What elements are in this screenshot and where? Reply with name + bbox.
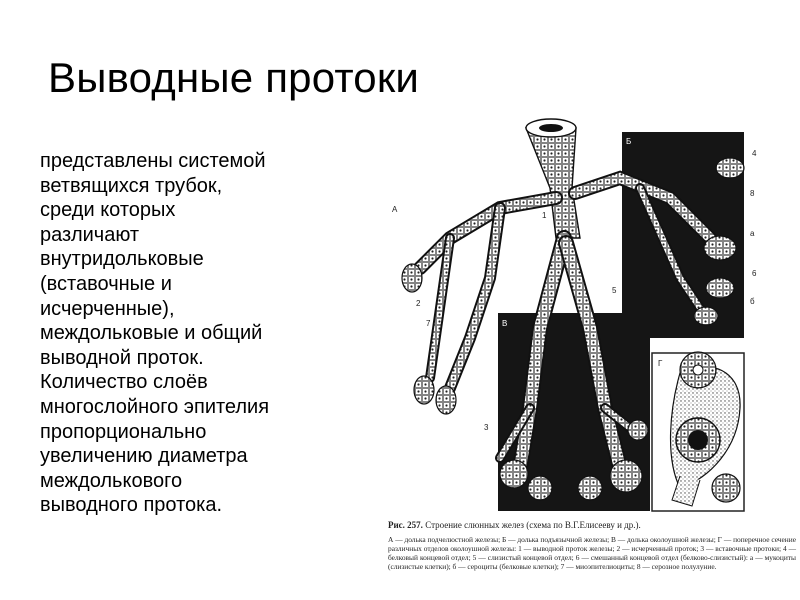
panel-label-v: В: [502, 319, 508, 328]
body-line: увеличению диаметра: [40, 445, 248, 468]
callout-7: 7: [426, 319, 431, 328]
callout-b: б: [750, 297, 755, 306]
body-line: различают: [40, 223, 140, 246]
main-duct: [526, 119, 580, 238]
body-line: представлены системой: [40, 150, 266, 172]
callout-5: 5: [612, 286, 617, 295]
caption-title: Строение слюнных желез (схема по В.Г.Елисееву и др.).: [425, 520, 641, 530]
body-line: Количество слоёв: [40, 371, 208, 394]
body-line: выводного протока.: [40, 494, 223, 517]
callout-1: 1: [542, 211, 547, 220]
callout-6: 6: [752, 269, 757, 278]
body-line: пропорционально: [40, 420, 207, 443]
body-line: междолькового: [40, 469, 183, 492]
callout-2: 2: [416, 299, 421, 308]
gland-illustration: [380, 108, 800, 518]
slide-title: Выводные протоки: [48, 54, 420, 101]
body-line: среди которых: [40, 199, 176, 222]
callout-8: 8: [750, 189, 755, 198]
caption-number: Рис. 257.: [388, 520, 423, 530]
panel-label-b: Б: [626, 137, 632, 146]
body-line: исчерченные),: [40, 297, 175, 320]
figure-caption: [388, 519, 796, 571]
body-line: (вставочные и: [40, 272, 172, 295]
callout-3: 3: [484, 423, 489, 432]
caption-body: А — долька подчелюстной железы; Б — долька подъязычной железы; В — долька околоушной железы; Г — поперечное сечение различных отделов околоушной железы: 1 — выводной проток железы; 2 — исчерченный проток; 3 — вставочные протоки; 4 — белковый концевой отдел; 5 — слизистый концевой отдел; 6 — смешанный концевой отдел (белково-слизистый): а — мукоциты (слизистые клетки); б — сероциты (белковые клетки); 7 — миоэпителиоциты; 8 — серозное полулуние.: [388, 535, 796, 571]
panel-label-g: Г: [658, 359, 663, 368]
body-line: выводной проток.: [40, 346, 204, 369]
callout-4: 4: [752, 149, 757, 158]
body-line: междольковые и общий: [40, 322, 263, 345]
callout-a: а: [750, 229, 755, 238]
body-line: ветвящихся трубок,: [40, 174, 223, 197]
body-text: [40, 149, 360, 518]
body-line: многослойного эпителия: [40, 395, 270, 418]
body-line: внутридольковые: [40, 248, 204, 271]
panel-label-a: А: [392, 205, 398, 214]
